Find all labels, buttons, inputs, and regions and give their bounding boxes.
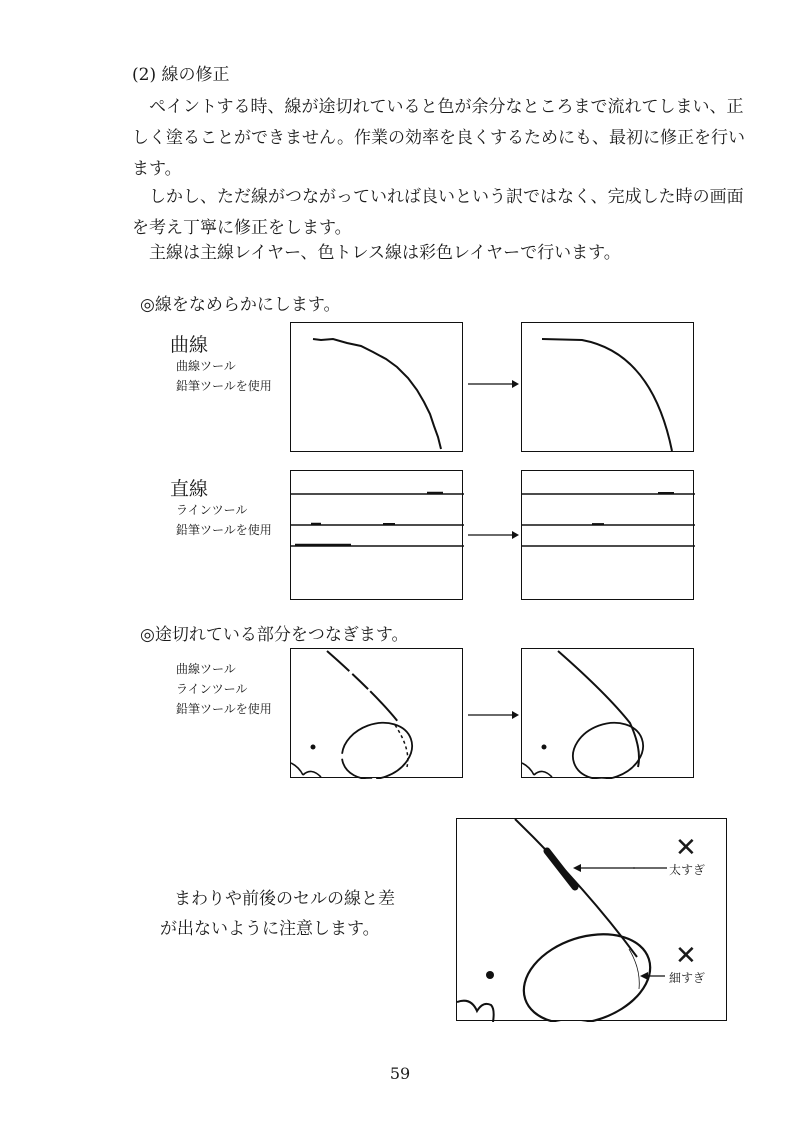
- arrow-straight: [468, 529, 520, 541]
- arrow-curve: [468, 378, 520, 390]
- straight-title: 直線: [170, 478, 209, 500]
- straight-before-frame: [290, 470, 463, 600]
- caution-frame: [456, 818, 727, 1021]
- caution-note: [160, 884, 395, 944]
- page-number: 59: [389, 1064, 411, 1083]
- connect-tools: [176, 659, 272, 719]
- curve-after-drawing: [522, 323, 695, 453]
- x-mark-thick-icon: ✕: [675, 833, 697, 863]
- curve-before-frame: [290, 322, 463, 452]
- connect-tool-1: 曲線ツール: [176, 662, 236, 676]
- curve-before-drawing: [291, 323, 464, 453]
- straight-tool-2: 鉛筆ツールを使用: [176, 523, 272, 537]
- straight-tool-1: ラインツール: [176, 503, 248, 517]
- connect-after-drawing: [522, 649, 695, 779]
- curve-title: 曲線: [170, 334, 209, 356]
- smooth-heading: ◎線をなめらかにします。: [140, 295, 341, 315]
- connect-before-frame: [290, 648, 463, 778]
- curve-tool-2: 鉛筆ツールを使用: [176, 379, 272, 393]
- paragraph-1: ペイントする時、線が途切れていると色が余分なところまで流れてしまい、正しく塗ることができません。作業の効率を良くするためにも、最初に修正を行います。: [132, 97, 746, 179]
- curve-after-frame: [521, 322, 694, 452]
- too-thin-label: 細すぎ: [669, 971, 706, 985]
- arrow-connect: [468, 709, 520, 721]
- caution-line-1: まわりや前後のセルの線と差: [174, 889, 395, 909]
- curve-tools: [176, 356, 272, 396]
- paragraph-2: しかし、ただ線がつながっていれば良いという訳ではなく、完成した時の画面を考え丁寧に修正をします。: [132, 187, 744, 238]
- caution-line-2: が出ないように注意します。: [160, 919, 380, 939]
- paragraph-3: 主線は主線レイヤー、色トレス線は彩色レイヤーで行います。: [149, 243, 621, 263]
- connect-tool-2: ラインツール: [176, 682, 248, 696]
- straight-after-frame: [521, 470, 694, 600]
- connect-heading: ◎途切れている部分をつなぎます。: [140, 625, 409, 645]
- x-mark-thin-icon: ✕: [675, 941, 697, 971]
- connect-before-drawing: [291, 649, 464, 779]
- straight-tools: [176, 500, 272, 540]
- straight-before-drawing: [291, 471, 464, 601]
- section-title: (2) 線の修正: [132, 65, 230, 85]
- too-thick-label: 太すぎ: [669, 863, 706, 877]
- curve-tool-1: 曲線ツール: [176, 359, 236, 373]
- straight-after-drawing: [522, 471, 695, 601]
- connect-tool-3: 鉛筆ツールを使用: [176, 702, 272, 716]
- connect-after-frame: [521, 648, 694, 778]
